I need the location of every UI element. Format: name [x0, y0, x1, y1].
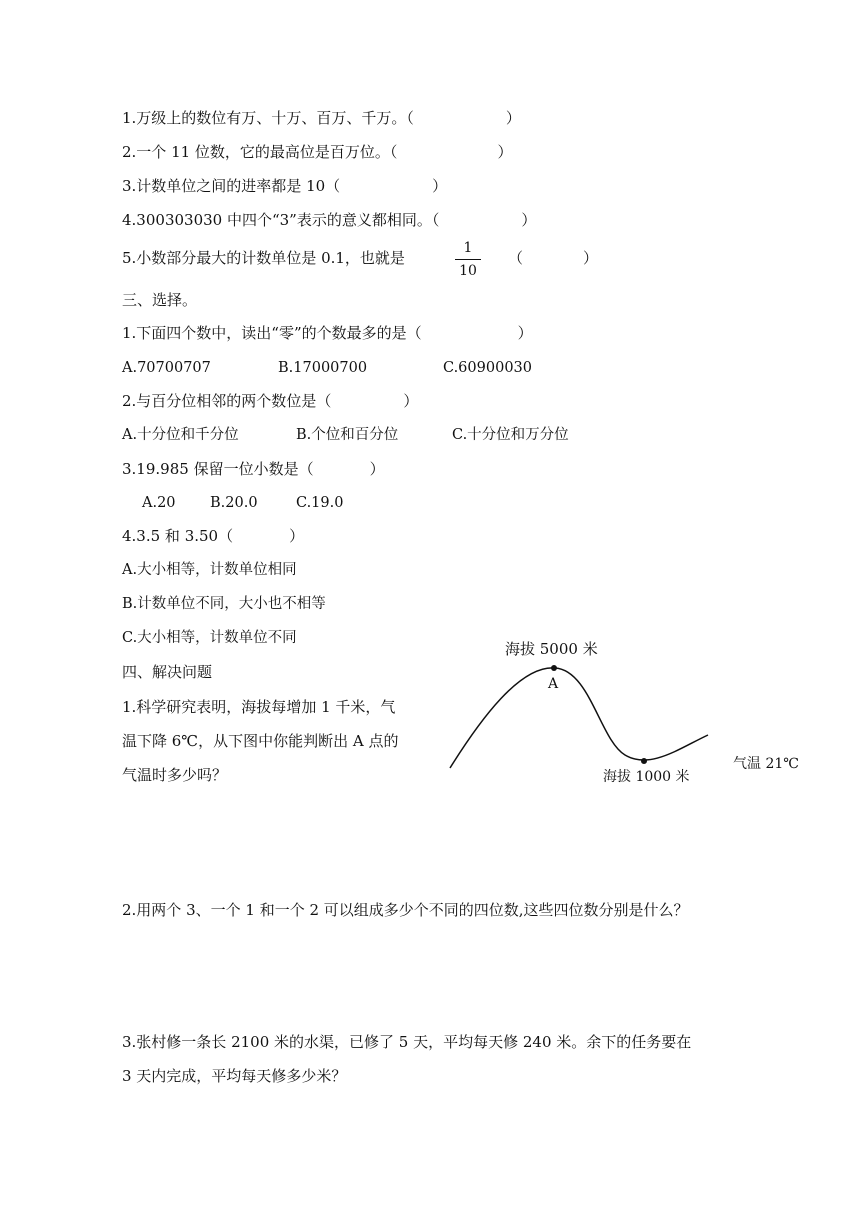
judge-q2 [122, 142, 512, 162]
problem-2: 2.用两个 3、一个 1 和一个 2 可以组成多少个不同的四位数,这些四位数分别是什么？ [122, 901, 689, 919]
choice-q4-text: 4.3.5 和 3.50（ [122, 527, 234, 545]
peak-point [551, 665, 557, 671]
problem-3-line-2: 3 天内完成，平均每天修多少米？ [122, 1067, 347, 1085]
paren-close: ） [369, 460, 385, 478]
judge-q1-text: 1.万级上的数位有万、十万、百万、千万。（ [122, 109, 414, 127]
choice-q2-text: 2.与百分位相邻的两个数位是（ [122, 392, 332, 410]
judge-q5-text: 5.小数部分最大的计数单位是 0.1，也就是 [122, 249, 405, 267]
fraction-bar [455, 259, 481, 260]
choice-q1-text: 1.下面四个数中，读出“零”的个数最多的是（ [122, 324, 422, 342]
paren-close: ） [432, 177, 448, 195]
judge-q5-paren [508, 248, 598, 268]
judge-q4-text: 4.300303030 中四个“3”表示的意义都相同。（ [122, 211, 440, 229]
valley-label: 海拔 1000 米 [603, 769, 690, 785]
judge-q5 [122, 248, 405, 268]
judge-q4 [122, 210, 536, 230]
problem-1-line-1: 1.科学研究表明，海拔每增加 1 千米，气 [122, 698, 396, 716]
mountain-curve [450, 668, 708, 768]
fraction-denominator: 10 [459, 263, 477, 279]
option-c[interactable]: C.19.0 [296, 495, 344, 511]
point-a-label: A [548, 676, 559, 692]
option-a[interactable]: A.20 [142, 495, 176, 511]
option-b[interactable]: B.计数单位不同，大小也不相等 [122, 596, 326, 612]
option-a[interactable]: A.大小相等，计数单位相同 [122, 562, 297, 578]
option-c[interactable]: C.大小相等，计数单位不同 [122, 630, 297, 646]
option-b[interactable]: B.17000700 [278, 360, 368, 376]
valley-point [641, 758, 647, 764]
paren-open: （ [508, 249, 524, 267]
paren-close: ） [521, 211, 537, 229]
paren-close: ） [403, 392, 419, 410]
option-b[interactable]: B.20.0 [210, 495, 258, 511]
option-a[interactable]: A.十分位和千分位 [122, 427, 239, 443]
paren-close: ） [517, 324, 533, 342]
section-3-title: 三、选择。 [122, 291, 198, 309]
paren-close: ） [505, 109, 521, 127]
choice-q1 [122, 323, 533, 343]
section-4-title: 四、解决问题 [122, 663, 213, 681]
peak-label: 海拔 5000 米 [505, 640, 598, 658]
choice-q2 [122, 391, 418, 411]
judge-q3 [122, 176, 447, 196]
option-c[interactable]: C.60900030 [443, 360, 532, 376]
judge-q3-text: 3.计数单位之间的进率都是 10（ [122, 177, 341, 195]
paren-close: ） [289, 527, 305, 545]
judge-q2-text: 2.一个 11 位数，它的最高位是百万位。（ [122, 143, 398, 161]
option-c[interactable]: C.十分位和万分位 [452, 427, 569, 443]
judge-q1 [122, 108, 521, 128]
fraction-numerator: 1 [463, 240, 473, 256]
option-b[interactable]: B.个位和百分位 [296, 427, 399, 443]
temperature-label: 气温 21℃ [733, 756, 799, 772]
problem-1-line-2: 温下降 6℃，从下图中你能判断出 A 点的 [122, 732, 399, 750]
choice-q3-text: 3.19.985 保留一位小数是（ [122, 460, 314, 478]
choice-q3 [122, 459, 385, 479]
paren-close: ） [583, 249, 599, 267]
choice-q4 [122, 526, 304, 546]
paren-close: ） [497, 143, 513, 161]
option-a[interactable]: A.70700707 [122, 360, 211, 376]
problem-3-line-1: 3.张村修一条长 2100 米的水渠，已修了 5 天，平均每天修 240 米。余下的任务要在 [122, 1033, 692, 1051]
fraction-one-tenth [455, 240, 481, 279]
problem-1-line-3: 气温时多少吗？ [122, 766, 228, 784]
